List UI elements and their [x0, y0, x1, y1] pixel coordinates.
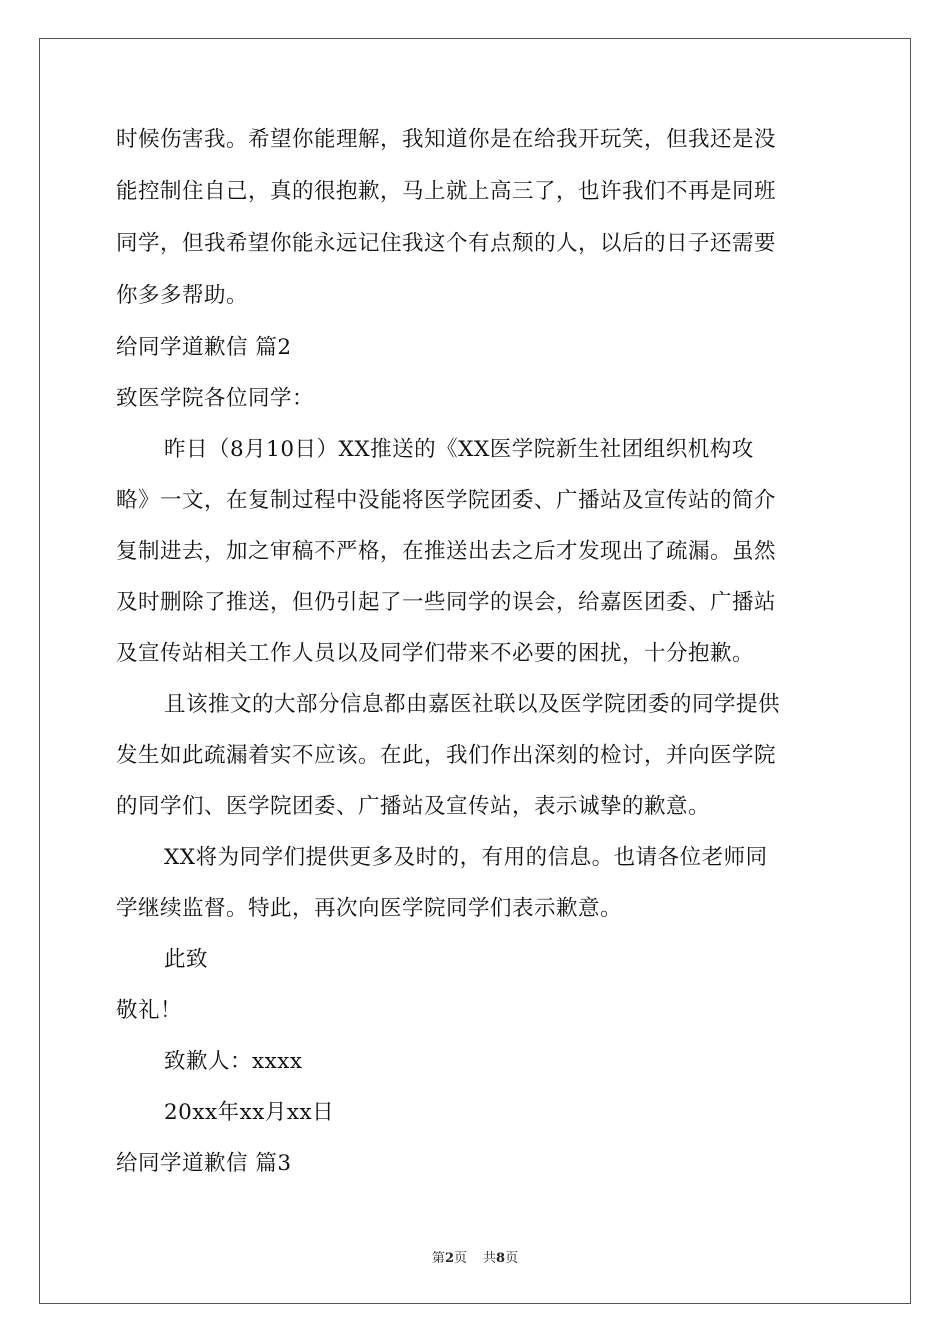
paragraph-line: 发生如此疏漏着实不应该。在此，我们作出深刻的检讨，并向医学院 — [116, 743, 777, 768]
closing-regards: 敬礼！ — [116, 998, 183, 1023]
total-suffix: 页 — [505, 1251, 519, 1266]
salutation: 致医学院各位同学： — [116, 386, 315, 411]
paragraph-line: 及宣传站相关工作人员以及同学们带来不必要的困扰，十分抱歉。 — [116, 641, 755, 666]
page-footer — [0, 1247, 950, 1266]
signature-line: 致歉人：xxxx — [164, 1049, 303, 1074]
paragraph-line: 能控制住自己，真的很抱歉，马上就上高三了，也许我们不再是同班 — [116, 179, 777, 204]
closing-line: 此致 — [164, 947, 209, 972]
page-number: 2 — [444, 1251, 454, 1266]
section-heading: 给同学道歉信 篇3 — [116, 1151, 292, 1176]
paragraph-line: 昨日（8月10日）XX推送的《XX医学院新生社团组织机构攻 — [164, 437, 754, 462]
section-heading: 给同学道歉信 篇2 — [116, 335, 292, 360]
paragraph-line: 时候伤害我。希望你能理解，我知道你是在给我开玩笑，但我还是没 — [116, 127, 777, 152]
paragraph-line: 略》一文，在复制过程中没能将医学院团委、广播站及宣传站的简介 — [116, 488, 777, 513]
page-prefix: 第 — [431, 1251, 445, 1266]
date-line: 20xx年xx月xx日 — [164, 1100, 335, 1125]
paragraph-line: 及时删除了推送，但仍引起了一些同学的误会，给嘉医团委、广播站 — [116, 590, 777, 615]
paragraph-line: 你多多帮助。 — [116, 283, 249, 308]
paragraph-line: 复制进去，加之审稿不严格，在推送出去之后才发现出了疏漏。虽然 — [116, 539, 777, 564]
paragraph-line: 的同学们、医学院团委、广播站及宣传站，表示诚挚的歉意。 — [116, 794, 711, 819]
paragraph-line: 同学，但我希望你能永远记住我这个有点颓的人，以后的日子还需要 — [116, 231, 777, 256]
page-suffix: 页 — [453, 1251, 467, 1266]
total-pages: 8 — [496, 1251, 506, 1266]
paragraph-line: XX将为同学们提供更多及时的，有用的信息。也请各位老师同 — [164, 845, 768, 870]
total-prefix: 共 — [483, 1251, 497, 1266]
paragraph-line: 且该推文的大部分信息都由嘉医社联以及医学院团委的同学提供 — [164, 692, 781, 717]
paragraph-line: 学继续监督。特此，再次向医学院同学们表示歉意。 — [116, 896, 623, 921]
